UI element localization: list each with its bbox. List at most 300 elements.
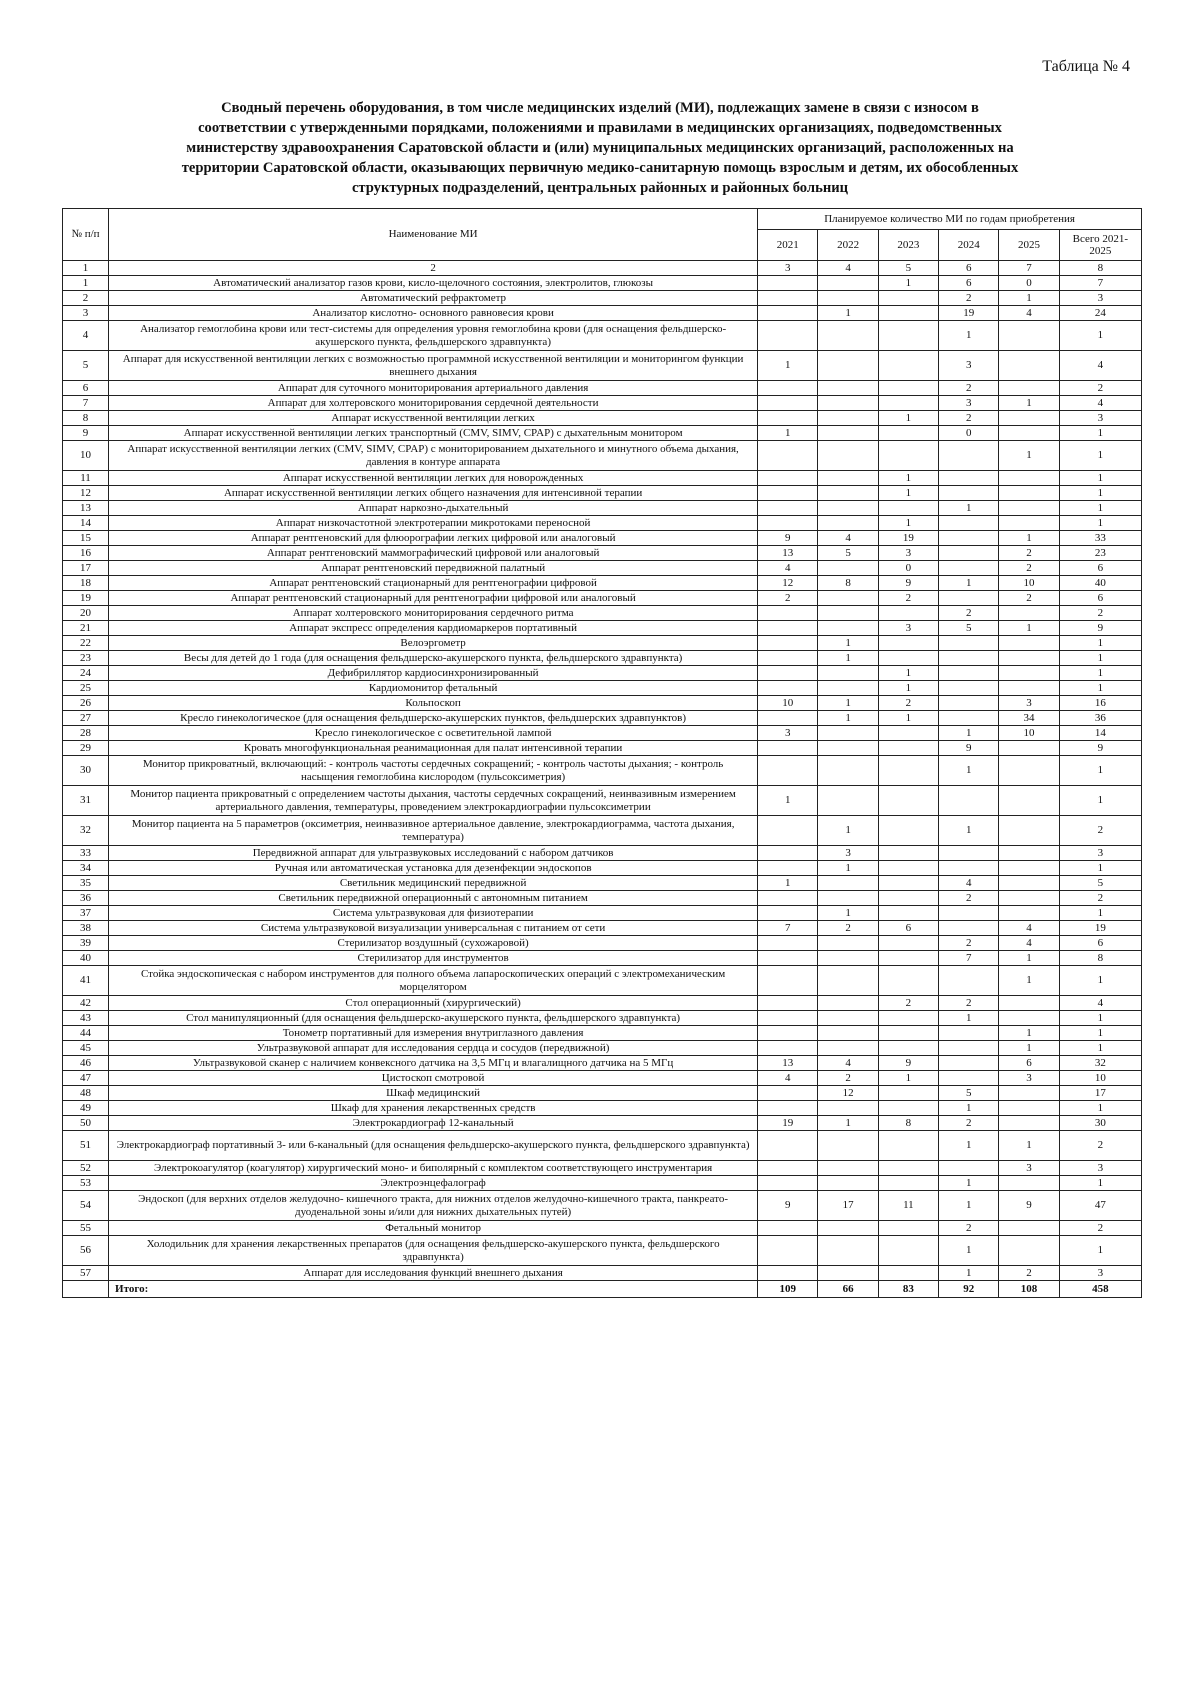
year-quantity [878, 861, 938, 876]
year-quantity [818, 321, 878, 351]
table-number-label: Таблица № 4 [1042, 58, 1130, 75]
row-total: 1 [1059, 861, 1141, 876]
table-row [63, 786, 1142, 816]
year-quantity: 1 [939, 1191, 999, 1221]
table-row [63, 621, 1142, 636]
year-quantity: 3 [999, 1071, 1059, 1086]
row-total: 3 [1059, 1161, 1141, 1176]
year-quantity [999, 861, 1059, 876]
year-quantity: 1 [818, 636, 878, 651]
year-quantity [999, 606, 1059, 621]
table-row [63, 891, 1142, 906]
table-row [63, 321, 1142, 351]
year-quantity [818, 756, 878, 786]
row-total: 4 [1059, 396, 1141, 411]
table-row [63, 666, 1142, 681]
year-quantity [818, 876, 878, 891]
table-row [63, 1221, 1142, 1236]
title-line: структурных подразделений, центральных районных и районных больниц [351, 180, 849, 196]
year-quantity [758, 861, 818, 876]
equipment-name: Эндоскоп (для верхних отделов желудочно- кишечного тракта, для нижних отделов желудочно-кишечного тракта, панкреато-дуоденальной зоны и/или для нижних дыхательных путей) [109, 1191, 758, 1221]
year-quantity: 11 [878, 1191, 938, 1221]
row-number: 57 [63, 1266, 109, 1281]
year-quantity [758, 621, 818, 636]
year-quantity: 5 [818, 546, 878, 561]
year-quantity [939, 786, 999, 816]
row-total: 10 [1059, 1071, 1141, 1086]
year-quantity: 1 [939, 1131, 999, 1161]
column-number: 2 [109, 261, 758, 276]
equipment-name: Кресло гинекологическое (для оснащения фельдшерско-акушерских пунктов, фельдшерских здравпунктов) [109, 711, 758, 726]
year-quantity: 1 [999, 1041, 1059, 1056]
year-quantity [818, 996, 878, 1011]
equipment-name: Стойка эндоскопическая с набором инструментов для полного объема лапароскопических операций с электромеханическим морцелятором [109, 966, 758, 996]
year-quantity [758, 1131, 818, 1161]
year-quantity [999, 876, 1059, 891]
row-number: 14 [63, 516, 109, 531]
row-number: 47 [63, 1071, 109, 1086]
year-quantity [878, 786, 938, 816]
year-quantity [878, 1161, 938, 1176]
total-row [63, 1281, 1142, 1298]
year-quantity [939, 531, 999, 546]
column-number: 5 [878, 261, 938, 276]
year-quantity [878, 726, 938, 741]
equipment-name: Кардиомонитор фетальный [109, 681, 758, 696]
year-quantity [818, 681, 878, 696]
header-year: 2021 [758, 230, 818, 261]
equipment-name: Шкаф медицинский [109, 1086, 758, 1101]
row-total: 5 [1059, 876, 1141, 891]
year-quantity [818, 516, 878, 531]
table-row [63, 351, 1142, 381]
column-number: 8 [1059, 261, 1141, 276]
equipment-name: Аппарат холтеровского мониторирования сердечного ритма [109, 606, 758, 621]
row-total: 6 [1059, 936, 1141, 951]
year-quantity [758, 846, 818, 861]
year-quantity [999, 996, 1059, 1011]
year-quantity [939, 1041, 999, 1056]
year-quantity [758, 1176, 818, 1191]
row-total: 1 [1059, 486, 1141, 501]
row-number: 52 [63, 1161, 109, 1176]
row-number: 53 [63, 1176, 109, 1191]
year-quantity [878, 1101, 938, 1116]
table-row [63, 876, 1142, 891]
year-quantity [818, 936, 878, 951]
table-row [63, 516, 1142, 531]
table-row [63, 816, 1142, 846]
year-quantity: 7 [758, 921, 818, 936]
column-number: 4 [818, 261, 878, 276]
year-quantity [818, 441, 878, 471]
equipment-name: Аппарат искусственной вентиляции легких [109, 411, 758, 426]
year-quantity: 1 [878, 486, 938, 501]
equipment-name: Стол операционный (хирургический) [109, 996, 758, 1011]
table-row [63, 426, 1142, 441]
year-quantity [939, 591, 999, 606]
year-quantity: 1 [818, 906, 878, 921]
equipment-name: Шкаф для хранения лекарственных средств [109, 1101, 758, 1116]
row-number: 5 [63, 351, 109, 381]
year-quantity [939, 861, 999, 876]
year-quantity: 1 [939, 501, 999, 516]
table-row [63, 1131, 1142, 1161]
row-number: 28 [63, 726, 109, 741]
year-quantity: 19 [939, 306, 999, 321]
year-quantity: 1 [878, 411, 938, 426]
year-quantity [758, 966, 818, 996]
row-number: 48 [63, 1086, 109, 1101]
equipment-table [62, 208, 1142, 1298]
year-quantity [818, 891, 878, 906]
year-quantity [818, 966, 878, 996]
year-quantity [758, 1041, 818, 1056]
year-quantity [878, 351, 938, 381]
year-quantity [878, 441, 938, 471]
year-quantity: 2 [939, 411, 999, 426]
equipment-name: Кресло гинекологическое с осветительной лампой [109, 726, 758, 741]
year-quantity [758, 756, 818, 786]
year-quantity: 3 [939, 351, 999, 381]
table-row [63, 501, 1142, 516]
year-quantity [818, 351, 878, 381]
row-total: 19 [1059, 921, 1141, 936]
header-name: Наименование МИ [109, 209, 758, 261]
year-quantity: 1 [818, 1116, 878, 1131]
row-total: 1 [1059, 1026, 1141, 1041]
year-quantity: 1 [878, 276, 938, 291]
year-quantity: 13 [758, 546, 818, 561]
year-quantity [999, 1236, 1059, 1266]
year-quantity: 2 [878, 696, 938, 711]
year-quantity [939, 1071, 999, 1086]
table-row [63, 1071, 1142, 1086]
total-value: 92 [939, 1281, 999, 1298]
row-total: 3 [1059, 846, 1141, 861]
row-number: 3 [63, 306, 109, 321]
year-quantity [999, 471, 1059, 486]
row-number: 54 [63, 1191, 109, 1221]
year-quantity [758, 666, 818, 681]
table-row [63, 1116, 1142, 1131]
equipment-name: Монитор пациента на 5 параметров (оксиметрия, неинвазивное артериальное давление, электрокардиограмма, частота дыхания, температура) [109, 816, 758, 846]
year-quantity [758, 1011, 818, 1026]
year-quantity [939, 666, 999, 681]
table-row [63, 741, 1142, 756]
row-total: 23 [1059, 546, 1141, 561]
row-total: 24 [1059, 306, 1141, 321]
row-total: 2 [1059, 606, 1141, 621]
year-quantity [939, 1161, 999, 1176]
row-total: 2 [1059, 381, 1141, 396]
year-quantity [818, 1221, 878, 1236]
row-total: 1 [1059, 966, 1141, 996]
year-quantity [758, 906, 818, 921]
row-total: 1 [1059, 501, 1141, 516]
year-quantity [999, 1011, 1059, 1026]
row-number: 20 [63, 606, 109, 621]
year-quantity [878, 1131, 938, 1161]
equipment-name: Тонометр портативный для измерения внутриглазного давления [109, 1026, 758, 1041]
row-total: 14 [1059, 726, 1141, 741]
year-quantity: 2 [939, 291, 999, 306]
equipment-name: Аппарат низкочастотной электротерапии микротоками переносной [109, 516, 758, 531]
year-quantity: 7 [939, 951, 999, 966]
year-quantity: 5 [939, 1086, 999, 1101]
year-quantity [999, 891, 1059, 906]
year-quantity [758, 636, 818, 651]
year-quantity: 9 [758, 531, 818, 546]
year-quantity [758, 1221, 818, 1236]
year-quantity: 6 [878, 921, 938, 936]
row-total: 2 [1059, 816, 1141, 846]
table-row [63, 906, 1142, 921]
year-quantity: 1 [758, 426, 818, 441]
table-row [63, 471, 1142, 486]
year-quantity: 1 [999, 441, 1059, 471]
row-total: 1 [1059, 1041, 1141, 1056]
year-quantity [878, 891, 938, 906]
year-quantity: 2 [939, 936, 999, 951]
year-quantity: 1 [999, 966, 1059, 996]
row-number: 23 [63, 651, 109, 666]
row-number: 42 [63, 996, 109, 1011]
year-quantity: 2 [939, 381, 999, 396]
table-row [63, 846, 1142, 861]
year-quantity [758, 291, 818, 306]
equipment-name: Монитор прикроватный, включающий: - контроль частоты сердечных сокращений; - контроль частоты дыхания; - контроль насыщения гемоглобина кислородом (пульсоксиметрия) [109, 756, 758, 786]
row-number: 1 [63, 276, 109, 291]
table-row [63, 486, 1142, 501]
column-numbers-row [63, 261, 1142, 276]
year-quantity [818, 381, 878, 396]
equipment-name: Электрокоагулятор (коагулятор) хирургический моно- и биполярный с комплектом соответствующего инструментария [109, 1161, 758, 1176]
year-quantity: 8 [818, 576, 878, 591]
year-quantity: 1 [999, 531, 1059, 546]
year-quantity [818, 951, 878, 966]
header-num: № п/п [63, 209, 109, 261]
year-quantity [758, 516, 818, 531]
year-quantity [758, 396, 818, 411]
year-quantity: 4 [758, 561, 818, 576]
table-row [63, 1041, 1142, 1056]
year-quantity [878, 741, 938, 756]
year-quantity [999, 1101, 1059, 1116]
year-quantity [758, 441, 818, 471]
row-number: 29 [63, 741, 109, 756]
year-quantity [818, 1176, 878, 1191]
year-quantity [818, 1266, 878, 1281]
total-value: 458 [1059, 1281, 1141, 1298]
row-number: 19 [63, 591, 109, 606]
year-quantity [999, 321, 1059, 351]
year-quantity: 10 [999, 576, 1059, 591]
row-number: 18 [63, 576, 109, 591]
year-quantity [818, 1131, 878, 1161]
year-quantity [939, 921, 999, 936]
year-quantity [758, 471, 818, 486]
year-quantity [878, 1011, 938, 1026]
row-total: 1 [1059, 786, 1141, 816]
title-line: территории Саратовской области, оказывающих первичную медико-санитарную помощь взрослым и детям, их обособленных [181, 160, 1019, 176]
table-row [63, 1026, 1142, 1041]
table-row [63, 636, 1142, 651]
equipment-name: Ручная или автоматическая установка для дезенфекции эндоскопов [109, 861, 758, 876]
table-row [63, 1191, 1142, 1221]
year-quantity [939, 561, 999, 576]
row-number: 15 [63, 531, 109, 546]
year-quantity [878, 396, 938, 411]
header-year: 2025 [999, 230, 1059, 261]
year-quantity: 3 [939, 396, 999, 411]
table-row [63, 1086, 1142, 1101]
table-row [63, 726, 1142, 741]
table-row [63, 576, 1142, 591]
equipment-name: Аппарат для исследования функций внешнего дыхания [109, 1266, 758, 1281]
year-quantity: 3 [818, 846, 878, 861]
year-quantity: 1 [818, 816, 878, 846]
year-quantity [999, 636, 1059, 651]
year-quantity [939, 651, 999, 666]
equipment-name: Передвижной аппарат для ультразвуковых исследований с набором датчиков [109, 846, 758, 861]
year-quantity [758, 936, 818, 951]
row-number: 11 [63, 471, 109, 486]
row-number: 31 [63, 786, 109, 816]
year-quantity: 1 [939, 1266, 999, 1281]
year-quantity [758, 1161, 818, 1176]
equipment-name: Аппарат рентгеновский для флюорографии легких цифровой или аналоговый [109, 531, 758, 546]
year-quantity [818, 591, 878, 606]
year-quantity [939, 681, 999, 696]
year-quantity: 1 [878, 666, 938, 681]
row-number: 21 [63, 621, 109, 636]
table-row [63, 606, 1142, 621]
year-quantity: 0 [939, 426, 999, 441]
year-quantity [758, 381, 818, 396]
year-quantity [818, 1041, 878, 1056]
year-quantity [999, 846, 1059, 861]
year-quantity: 4 [999, 936, 1059, 951]
row-number: 43 [63, 1011, 109, 1026]
year-quantity: 0 [999, 276, 1059, 291]
year-quantity: 1 [878, 1071, 938, 1086]
year-quantity [878, 1026, 938, 1041]
year-quantity [818, 396, 878, 411]
year-quantity: 1 [818, 651, 878, 666]
row-total: 8 [1059, 951, 1141, 966]
year-quantity [878, 936, 938, 951]
equipment-name: Монитор пациента прикроватный с определением частоты дыхания, частоты сердечных сокращений, неинвазивным измерением артериального давления, температуры, проведением электрокардиографии пульсоксиметрии [109, 786, 758, 816]
year-quantity: 12 [758, 576, 818, 591]
column-number: 6 [939, 261, 999, 276]
year-quantity: 1 [999, 1131, 1059, 1161]
year-quantity [939, 471, 999, 486]
table-row [63, 861, 1142, 876]
row-number: 44 [63, 1026, 109, 1041]
year-quantity: 1 [939, 321, 999, 351]
row-number: 22 [63, 636, 109, 651]
year-quantity [758, 1086, 818, 1101]
table-row [63, 561, 1142, 576]
row-total: 1 [1059, 321, 1141, 351]
table-row [63, 591, 1142, 606]
year-quantity [939, 696, 999, 711]
row-number: 39 [63, 936, 109, 951]
year-quantity: 1 [878, 711, 938, 726]
year-quantity [818, 426, 878, 441]
row-total: 9 [1059, 621, 1141, 636]
year-quantity [939, 1056, 999, 1071]
year-quantity [758, 1266, 818, 1281]
row-number: 33 [63, 846, 109, 861]
table-row [63, 546, 1142, 561]
year-quantity: 12 [818, 1086, 878, 1101]
row-number: 50 [63, 1116, 109, 1131]
table-row [63, 1056, 1142, 1071]
year-quantity: 9 [878, 576, 938, 591]
equipment-name: Дефибриллятор кардиосинхронизированный [109, 666, 758, 681]
year-quantity [758, 816, 818, 846]
year-quantity: 2 [878, 591, 938, 606]
year-quantity [758, 1026, 818, 1041]
year-quantity [818, 666, 878, 681]
year-quantity [939, 546, 999, 561]
year-quantity [878, 1221, 938, 1236]
row-total: 47 [1059, 1191, 1141, 1221]
table-row [63, 921, 1142, 936]
equipment-name: Аппарат для искусственной вентиляции легких с возможностью программной искусственной вентиляции и мониторингом функции внешнего дыхания [109, 351, 758, 381]
year-quantity [878, 606, 938, 621]
equipment-name: Кольпоскоп [109, 696, 758, 711]
year-quantity [999, 426, 1059, 441]
row-total: 1 [1059, 636, 1141, 651]
row-number: 7 [63, 396, 109, 411]
year-quantity [999, 1086, 1059, 1101]
total-value: 108 [999, 1281, 1059, 1298]
year-quantity: 1 [878, 681, 938, 696]
year-quantity: 3 [758, 726, 818, 741]
row-number: 4 [63, 321, 109, 351]
year-quantity: 1 [999, 396, 1059, 411]
year-quantity: 2 [939, 891, 999, 906]
year-quantity [758, 891, 818, 906]
year-quantity [818, 291, 878, 306]
table-row [63, 966, 1142, 996]
year-quantity [818, 411, 878, 426]
year-quantity [878, 651, 938, 666]
row-total: 32 [1059, 1056, 1141, 1071]
equipment-name: Аппарат искусственной вентиляции легких общего назначения для интенсивной терапии [109, 486, 758, 501]
column-number: 3 [758, 261, 818, 276]
year-quantity [818, 621, 878, 636]
equipment-name: Аппарат рентгеновский стационарный для рентгенографии цифровой или аналоговый [109, 591, 758, 606]
total-value: 109 [758, 1281, 818, 1298]
year-quantity: 2 [999, 561, 1059, 576]
year-quantity [878, 291, 938, 306]
row-number: 36 [63, 891, 109, 906]
year-quantity [999, 816, 1059, 846]
year-quantity: 2 [818, 921, 878, 936]
table-row [63, 951, 1142, 966]
year-quantity: 1 [939, 726, 999, 741]
year-quantity [758, 486, 818, 501]
table-row [63, 651, 1142, 666]
year-quantity: 1 [818, 306, 878, 321]
year-quantity [818, 276, 878, 291]
table-row [63, 756, 1142, 786]
row-total: 1 [1059, 1011, 1141, 1026]
